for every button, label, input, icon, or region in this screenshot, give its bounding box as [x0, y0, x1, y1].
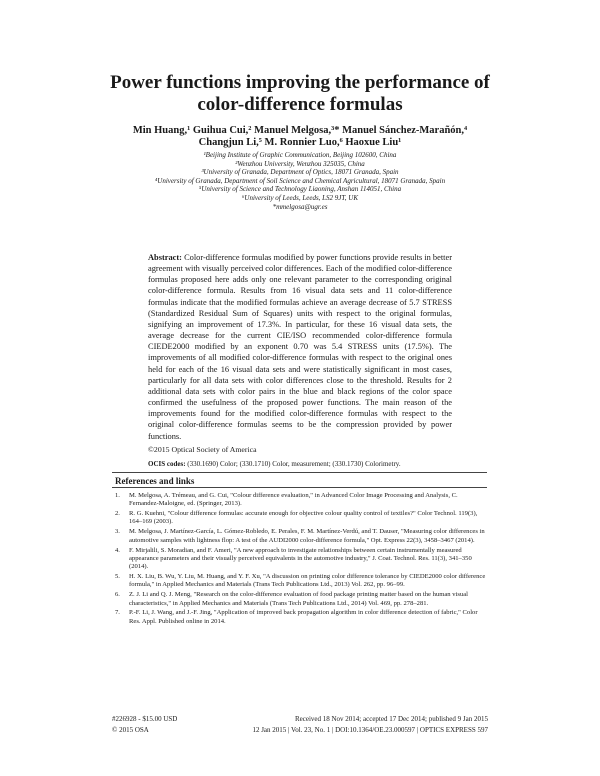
reference-text: M. Melgosa, J. Martínez-García, L. Gómez-Robledo, E. Perales, F. M. Martínez-Verdú, and T. Dauser, "Measuring color differences in automotive samples with lightness flop: A test of the AUDI2000 color-difference formula," Opt. Express 22(3), 3458–3467 (2014).	[129, 528, 485, 544]
footer-row-1	[112, 714, 488, 725]
affiliation: ⁴University of Granada, Department of Soil Science and Chemical Agricultural, 18071 Granada, Spain	[154, 176, 446, 185]
reference-text: F. Mirjalili, S. Moradian, and F. Ameri, "A new approach to investigate relationships between certain instrumentally measured appearance parameters and their visually perceived equivalents in the automotive industry," J. Coat. Technol. Res. 11(3), 341–350 (2014).	[129, 546, 472, 571]
abstract-text: Color-difference formulas modified by power functions provide results in better agreement with visually perceived color differences. Each of the modified color-difference formulas proposed here adds only one relevant parameter to the corresponding original color-difference formula. Results from 16 visual data sets and 11 color-difference formulas indicate that the modified formulas achieve an average decrease of 5.7 STRESS (Standardized Residual Sum of Squares) units with respect to the original formulas, signifying an improvement of 17.3%. In particular, for these 16 visual data sets, the average decrease for the current CIE/ISO recommended color-difference formula CIEDE2000 modified by an exponent 0.70 was 5.4 STRESS units (17.5%). The improvements of all modified color-difference formulas with respect to the original ones held for each of the 16 visual data sets and were statistically significant in most cases, particularly for all data sets with color differences close to the threshold. Results for 2 additional data sets with color pairs in the blue and black regions of the color space confirmed the usefulness of the proposed power functions. The main reason of the improvements found for the modified color-difference formulas with respect to the original color-difference formulas seems to be the compression provided by power functions.	[148, 253, 452, 441]
reference-item	[115, 528, 487, 545]
abstract-label: Abstract:	[148, 253, 182, 262]
reference-item	[115, 591, 487, 608]
reference-number: 4.	[115, 546, 120, 554]
reference-text: P.-F. Li, J. Wang, and J.-F. Jing, "Application of improved back propagation algorithm in color difference detection of fabric," Color Res. Appl. Published online in 2014.	[129, 609, 478, 625]
reference-number: 7.	[115, 609, 120, 617]
copyright-notice: ©2015 Optical Society of America	[148, 445, 257, 454]
title-line-1: Power functions improving the performance of	[110, 72, 490, 93]
reference-number: 3.	[115, 528, 120, 536]
footer-row-2	[112, 725, 488, 736]
reference-item	[115, 492, 487, 509]
affiliation: ⁵University of Science and Technology Liaoning, Anshan 114051, China	[198, 185, 402, 194]
reference-text: R. G. Kuehni, "Colour difference formulas: accurate enough for objective colour quality control of textiles?" Color Technol. 119(3), 164–169 (2003).	[129, 510, 478, 526]
divider-references	[112, 487, 487, 488]
reference-number: 2.	[115, 510, 120, 518]
reference-text: M. Melgosa, A. Trémeau, and G. Cui, "Colour difference evaluation," in Advanced Color Image Processing and Analysis, C. Fernandez-Maloigne, ed. (Springer, 2013).	[129, 492, 458, 508]
ocis-codes	[148, 460, 468, 468]
affiliation: ¹Beijing Institute of Graphic Communication, Beijing 102600, China	[203, 151, 397, 159]
footer-dates: Received 18 Nov 2014; accepted 17 Dec 2014; published 9 Jan 2015	[294, 715, 488, 723]
reference-number: 1.	[115, 492, 120, 499]
abstract	[148, 252, 452, 442]
authors-line-1: Min Huang,¹ Guihua Cui,² Manuel Melgosa,³* Manuel Sánchez-Marañón,⁴	[132, 125, 468, 136]
affiliation: ⁶University of Leeds, Leeds, LS2 9JT, UK	[241, 193, 359, 202]
affiliations	[80, 151, 520, 211]
title-line-2: color-difference formulas	[197, 94, 403, 115]
reference-item	[115, 609, 487, 626]
reference-item	[115, 547, 487, 572]
author-list	[70, 125, 530, 149]
reference-text: H. X. Liu, B. Wu, Y. Liu, M. Huang, and Y. F. Xu, "A discussion on printing color difference tolerance by CIEDE2000 color difference formula," in Applied Mechanics and Materials (Trans Tech Publications Ltd., 2013) Vol. 262, pp. 96–99.	[129, 573, 486, 589]
ocis-label: OCIS codes:	[148, 460, 186, 468]
reference-item	[115, 573, 487, 590]
divider-top	[112, 472, 487, 473]
footer-citation: 12 Jan 2015 | Vol. 23, No. 1 | DOI:10.1364/OE.23.000597 | OPTICS EXPRESS 597	[252, 726, 488, 734]
page-footer	[112, 714, 488, 736]
footer-publisher: © 2015 OSA	[112, 726, 149, 734]
paper-title	[60, 72, 540, 116]
reference-item	[115, 510, 487, 527]
reference-text: Z. J. Li and Q. J. Meng, "Research on the color-difference evaluation of food package printing matter based on the human visual characteristics," in Applied Mechanics and Materials (Trans Tech Publications Ltd., 2014) Vol. 469, pp. 278–281.	[129, 591, 468, 607]
reference-list	[115, 492, 487, 628]
authors-line-2: Changjun Li,⁵ M. Ronnier Luo,⁶ Haoxue Liu¹	[198, 137, 402, 148]
affiliation: ²Wenzhou University, Wenzhou 325035, China	[235, 159, 365, 168]
corresponding-email[interactable]: *mmelgosa@ugr.es	[272, 202, 328, 211]
affiliation: ³University of Granada, Department of Optics, 18071 Granada, Spain	[201, 168, 399, 177]
reference-number: 5.	[115, 573, 120, 581]
reference-number: 6.	[115, 591, 120, 599]
footer-price: #226928 - $15.00 USD	[112, 715, 178, 723]
ocis-text: (330.1690) Color; (330.1710) Color, measurement; (330.1730) Colorimetry.	[187, 460, 401, 468]
references-heading: References and links	[115, 476, 195, 486]
